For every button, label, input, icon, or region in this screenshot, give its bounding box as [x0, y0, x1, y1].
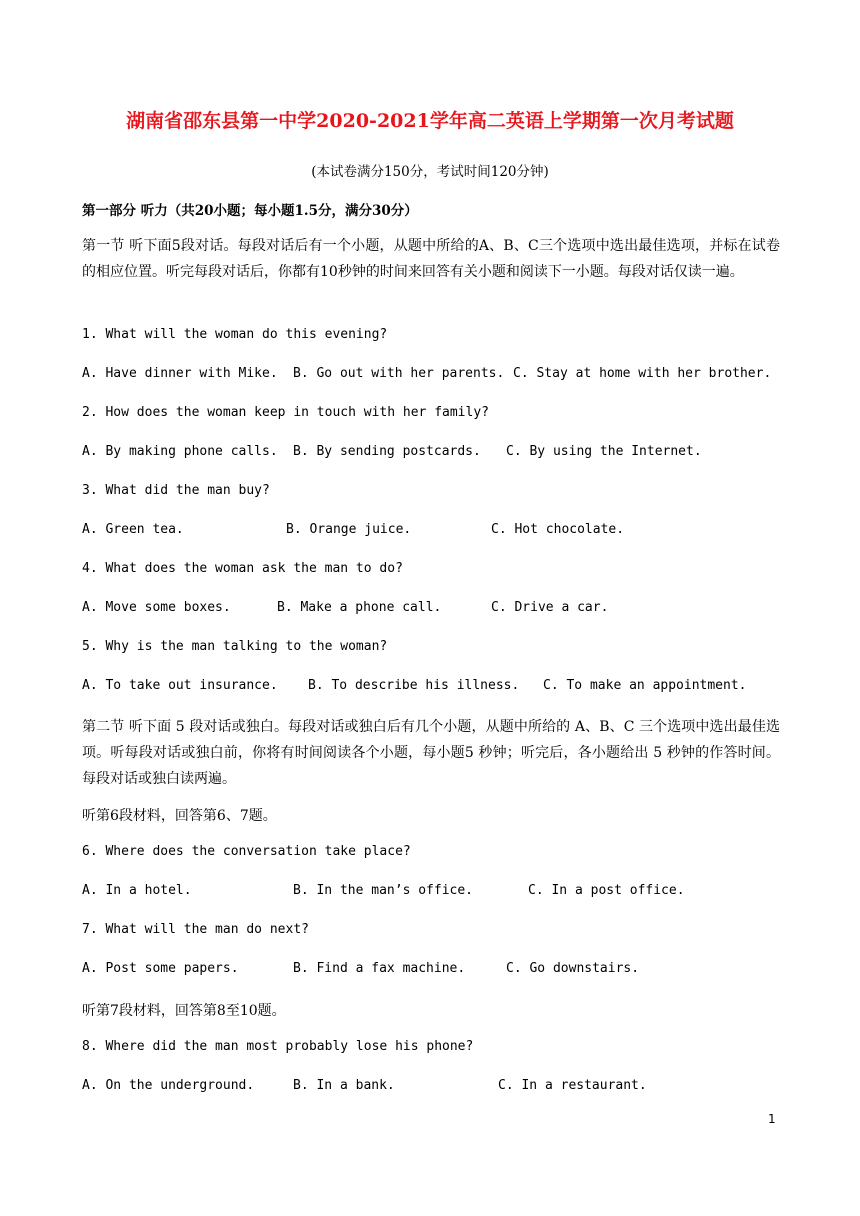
- option-3c: C. Hot chocolate.: [491, 522, 625, 537]
- option-6b: B. In the man’s office.: [293, 883, 474, 898]
- options-2: [82, 444, 782, 462]
- exam-title: 湖南省邵东县第一中学2020-2021学年高二英语上学期第一次月考试题: [126, 110, 734, 132]
- question-2: 2. How does the woman keep in touch with her family?: [82, 405, 489, 420]
- section2-intro: 第二节 听下面 5 段对话或独白。每段对话或独白后有几个小题，从题中所给的 A、B、C 三个选项中选出最佳选项。听每段对话或独白前，你将有时间阅读各个小题，每小题5 秒钟；听完后，各小题给出 5 秒钟的作答时间。每段对话或独白读两遍。: [82, 719, 780, 787]
- options-8: [82, 1078, 782, 1096]
- option-3a: A. Green tea.: [82, 522, 184, 537]
- options-3: [82, 522, 782, 540]
- options-6: [82, 883, 782, 901]
- option-6a: A. In a hotel.: [82, 883, 192, 898]
- option-2a: A. By making phone calls.: [82, 444, 278, 459]
- option-8c: C. In a restaurant.: [498, 1078, 647, 1093]
- option-4b: B. Make a phone call.: [277, 600, 442, 615]
- option-7b: B. Find a fax machine.: [293, 961, 466, 976]
- option-2c: C. By using the Internet.: [506, 444, 702, 459]
- option-2b: B. By sending postcards.: [293, 444, 481, 459]
- options-5: [82, 678, 782, 696]
- question-8: 8. Where did the man most probably lose his phone?: [82, 1039, 474, 1054]
- option-8b: B. In a bank.: [293, 1078, 395, 1093]
- options-4: [82, 600, 782, 618]
- option-5b: B. To describe his illness.: [308, 678, 520, 693]
- option-1b: B. Go out with her parents.: [293, 366, 505, 381]
- option-7c: C. Go downstairs.: [506, 961, 640, 976]
- question-6: 6. Where does the conversation take place?: [82, 844, 411, 859]
- option-7a: A. Post some papers.: [82, 961, 239, 976]
- option-3b: B. Orange juice.: [286, 522, 412, 537]
- option-8a: A. On the underground.: [82, 1078, 255, 1093]
- material-6-note: 听第6段材料，回答第6、7题。: [82, 808, 277, 824]
- option-1c: C. Stay at home with her brother.: [513, 366, 772, 381]
- option-6c: C. In a post office.: [528, 883, 685, 898]
- question-1: 1. What will the woman do this evening?: [82, 327, 388, 342]
- option-5a: A. To take out insurance.: [82, 678, 278, 693]
- option-4c: C. Drive a car.: [491, 600, 609, 615]
- question-3: 3. What did the man buy?: [82, 483, 270, 498]
- question-5: 5. Why is the man talking to the woman?: [82, 639, 388, 654]
- option-5c: C. To make an appointment.: [543, 678, 747, 693]
- question-4: 4. What does the woman ask the man to do?: [82, 561, 403, 576]
- exam-subtitle: (本试卷满分150分，考试时间120分钟): [311, 164, 549, 180]
- question-7: 7. What will the man do next?: [82, 922, 309, 937]
- options-1: [82, 366, 782, 384]
- option-1a: A. Have dinner with Mike.: [82, 366, 278, 381]
- option-4a: A. Move some boxes.: [82, 600, 231, 615]
- material-7-note: 听第7段材料，回答第8至10题。: [82, 1003, 286, 1019]
- options-7: [82, 961, 782, 979]
- page-number: 1: [768, 1112, 776, 1126]
- part1-heading: 第一部分 听力（共20小题；每小题1.5分，满分30分）: [82, 203, 418, 219]
- section1-intro: 第一节 听下面5段对话。每段对话后有一个小题，从题中所给的A、B、C三个选项中选出最佳选项，并标在试卷的相应位置。听完每段对话后，你都有10秒钟的时间来回答有关小题和阅读下一小题。每段对话仅读一遍。: [82, 238, 780, 280]
